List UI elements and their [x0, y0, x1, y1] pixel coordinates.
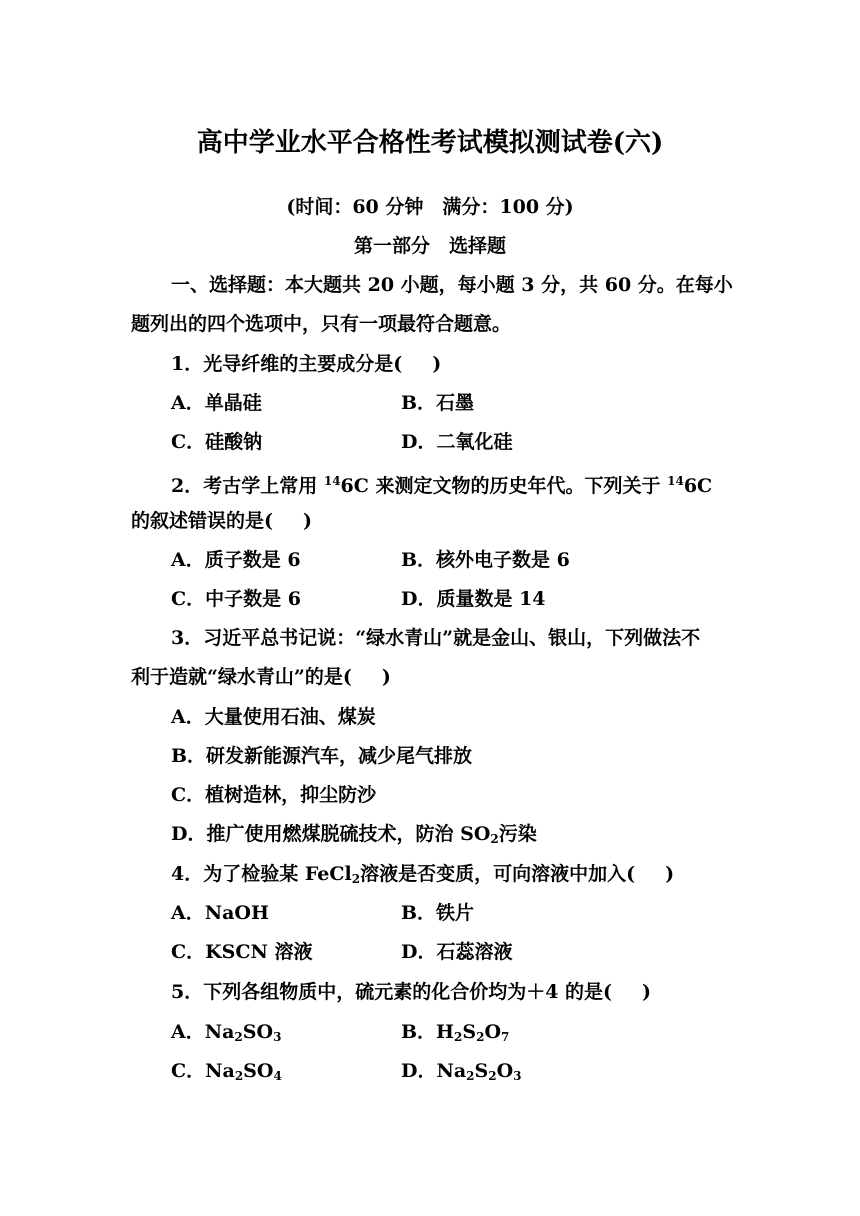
question-2-line2 [131, 509, 312, 533]
q5-a-s2: 3 [273, 1030, 282, 1044]
q3-d-pre: D．推广使用燃煤脱硫技术，防治 SO [171, 823, 491, 845]
q5-b-s3: 7 [501, 1030, 510, 1044]
q3-d-sub: 2 [490, 832, 499, 846]
q2-close: ) [303, 510, 312, 532]
q4-close: ) [665, 863, 675, 885]
q5-d-s2: 2 [488, 1069, 497, 1083]
q5-c-s2: 4 [273, 1069, 282, 1083]
question-4-stem [171, 862, 674, 891]
q5-c-p1: C．Na [171, 1060, 235, 1082]
q1-close: ) [432, 353, 442, 375]
question-5-stem [171, 980, 651, 1004]
q5-d-p1: D．Na [401, 1060, 467, 1082]
q5-d-s1: 2 [466, 1069, 475, 1083]
q5-close: ) [642, 981, 652, 1003]
q4-option-b: B．铁片 [401, 902, 475, 924]
q5-a-p1: A．Na [171, 1021, 235, 1043]
q5-b-p1: B．H [401, 1021, 455, 1043]
q2-sup2: 14 [667, 474, 684, 488]
q1-option-b: B．石墨 [401, 392, 475, 414]
q1-option-d: D．二氧化硅 [401, 431, 513, 453]
q5-b-s2: 2 [476, 1030, 485, 1044]
exam-meta: (时间：60 分钟 满分：100 分) [286, 196, 574, 218]
section-heading: 第一部分 选择题 [353, 235, 506, 257]
q3-option-d [171, 822, 537, 851]
q5-c-s1: 2 [234, 1069, 244, 1083]
q5-option-a [171, 1020, 281, 1049]
q1-text: 1．光导纤维的主要成分是( [171, 353, 403, 375]
question-2-stem [171, 469, 712, 498]
q5-option-c [171, 1059, 282, 1088]
q3-option-b: B．研发新能源汽车，减少尾气排放 [171, 745, 473, 767]
q2-option-c: C．中子数是 6 [171, 588, 301, 610]
q5-a-s1: 2 [234, 1030, 243, 1044]
question-3-line1: 3．习近平总书记说：“绿水青山”就是金山、银山，下列做法不 [171, 627, 701, 649]
q4-option-a: A．NaOH [171, 902, 269, 924]
q2-option-a: A．质子数是 6 [171, 549, 301, 571]
q2-text-c: 6C [683, 475, 713, 497]
q2-line2-text: 的叙述错误的是( [131, 510, 273, 532]
q5-a-p2: SO [242, 1021, 274, 1043]
q5-d-p2: S [474, 1060, 489, 1082]
q3-line2-text: 利于造就“绿水青山”的是( [131, 666, 352, 688]
q1-option-a: A．单晶硅 [171, 392, 262, 414]
instructions-line1: 一、选择题：本大题共 20 小题，每小题 3 分，共 60 分。在每小 [171, 274, 733, 296]
page-title: 高中学业水平合格性考试模拟测试卷(六) [196, 128, 664, 158]
q5-option-b [401, 1020, 509, 1049]
q5-text: 5．下列各组物质中，硫元素的化合价均为＋4 的是( [171, 981, 613, 1003]
q2-option-d: D．质量数是 14 [401, 588, 546, 610]
q4-option-c: C．KSCN 溶液 [171, 941, 313, 963]
q5-d-p3: O [496, 1060, 514, 1082]
q5-option-d [401, 1059, 522, 1088]
q2-text-a: 2．考古学上常用 [171, 475, 324, 497]
q3-d-post: 污染 [498, 823, 537, 845]
question-3-line2 [131, 665, 391, 689]
q3-option-a: A．大量使用石油、煤炭 [171, 706, 376, 728]
q4-post: 溶液是否变质，可向溶液中加入( [360, 863, 636, 885]
q2-option-b: B．核外电子数是 6 [401, 549, 570, 571]
q4-pre: 4．为了检验某 FeCl [171, 863, 352, 885]
q5-b-s1: 2 [454, 1030, 463, 1044]
q4-option-d: D．石蕊溶液 [401, 941, 513, 963]
instructions-line2: 题列出的四个选项中，只有一项最符合题意。 [131, 313, 512, 335]
question-1-stem [171, 352, 441, 376]
q5-b-p3: O [484, 1021, 502, 1043]
q5-c-p2: SO [243, 1060, 274, 1082]
q5-d-s3: 3 [513, 1069, 522, 1083]
q2-text-b: 6C 来测定文物的历史年代。下列关于 [340, 475, 668, 497]
q3-close: ) [381, 666, 391, 688]
q5-b-p2: S [462, 1021, 477, 1043]
q4-sub: 2 [351, 872, 361, 886]
q2-sup1: 14 [323, 474, 341, 488]
q3-option-c: C．植树造林，抑尘防沙 [171, 784, 377, 806]
q1-option-c: C．硅酸钠 [171, 431, 263, 453]
